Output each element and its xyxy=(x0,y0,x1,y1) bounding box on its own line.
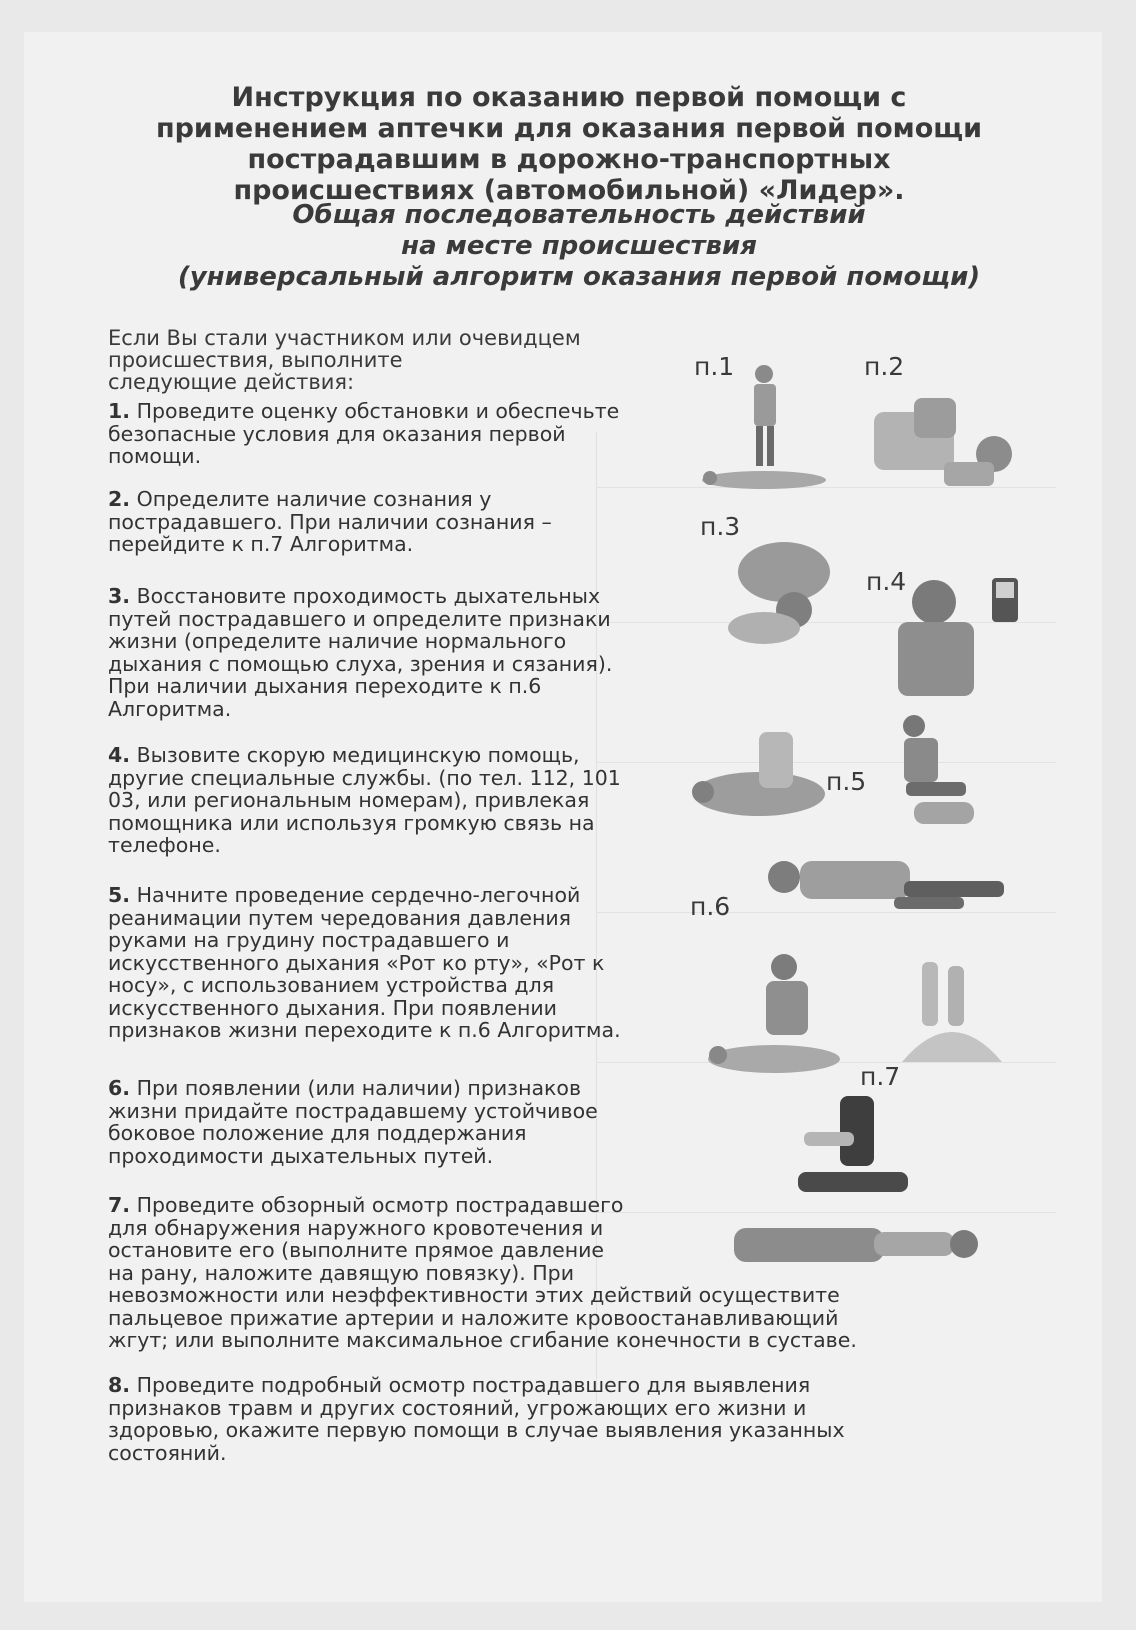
document-subtitle: Общая последовательность действий на месте происшествия (универсальный алгоритм оказания первой помощи) xyxy=(177,200,981,292)
step-2: 2. Определите наличие сознания у пострадавшего. При наличии сознания – перейдите к п.7 Алгоритма. xyxy=(108,487,552,556)
step-3: 3. Восстановите проходимость дыхательных путей пострадавшего и определите признаки жизни (определите наличие нормального дыхания с помощью слуха, зрения и сязания). При наличии дыхания переходите к п.6 Алгоритма. xyxy=(108,584,613,721)
figure-label-p1: п.1 xyxy=(694,352,735,381)
figure-label-p4: п.4 xyxy=(866,567,907,596)
figure-standing-rescuer-image xyxy=(694,362,854,502)
step-5: 5. Начните проведение сердечно-легочной реанимации путем чередования давления руками на грудину пострадавшего и искусственного дыхания «Рот ко рту», «Рот к носу», с использованием устройства для искусственного дыхания. При появлении признаков жизни переходите к п.6 Алгоритма. xyxy=(108,883,621,1042)
step-7: 7. Проведите обзорный осмотр пострадавшего для обнаружения наружного кровотечения и остановите его (выполните прямое давление на рану, наложите давящую повязку). При невозможности или неэффективности этих действий осуществите пальцевое прижатие артерии и наложите кровоостанавливающий жгут; или выполните максимальное сгибание конечности в суставе. xyxy=(108,1193,857,1352)
figure-label-p5: п.5 xyxy=(826,767,867,796)
intro-paragraph: Если Вы стали участником или очевидцем происшествия, выполните следующие действия: xyxy=(108,326,581,394)
step-6: 6. При появлении (или наличии) признаков жизни придайте пострадавшему устойчивое боковое положение для поддержания проходимости дыхательных путей. xyxy=(108,1076,598,1168)
figure-label-p6: п.6 xyxy=(690,892,731,921)
figure-label-p7: п.7 xyxy=(860,1062,901,1091)
figure-rescue-breathing-image xyxy=(704,947,854,1087)
figure-kneeling-rescuer-image xyxy=(884,712,994,832)
figure-label-p3: п.3 xyxy=(700,512,741,541)
figure-lying-victim-image xyxy=(724,1210,984,1280)
figure-seated-victim-image xyxy=(794,1092,914,1202)
step-4: 4. Вызовите скорую медицинскую помощь, другие специальные службы. (по тел. 112, 101 03, или региональным номерам), привлекая помощника или используя громкую связь на телефоне. xyxy=(108,743,621,857)
step-1: 1. Проведите оценку обстановки и обеспечьте безопасные условия для оказания первой помощи. xyxy=(108,399,620,468)
figure-consciousness-check-image xyxy=(874,392,1034,497)
figure-leg-raise-image xyxy=(892,962,1012,1072)
figure-phone-call-image xyxy=(874,562,1034,702)
document-page xyxy=(24,32,1102,1602)
figure-chest-compressions-image xyxy=(689,722,839,832)
figure-airway-check-image xyxy=(724,532,844,652)
figure-label-p2: п.2 xyxy=(864,352,905,381)
document-title: Инструкция по оказанию первой помощи с применением аптечки для оказания первой помощи пострадавшим в дорожно-транспортных происшествиях (автомобильной) «Лидер». xyxy=(155,82,983,206)
step-8: 8. Проведите подробный осмотр пострадавшего для выявления признаков травм и других состояний, угрожающих его жизни и здоровью, окажите первую помощи в случае выявления указанных состояний. xyxy=(108,1373,845,1465)
figure-recovery-position-image xyxy=(744,847,1014,927)
